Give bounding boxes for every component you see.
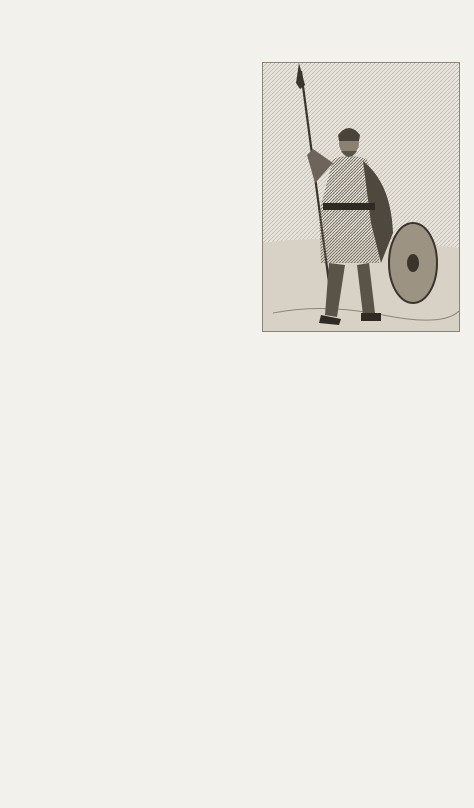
germanic-warrior-illustration (262, 62, 460, 332)
warrior-drawing (263, 63, 459, 331)
